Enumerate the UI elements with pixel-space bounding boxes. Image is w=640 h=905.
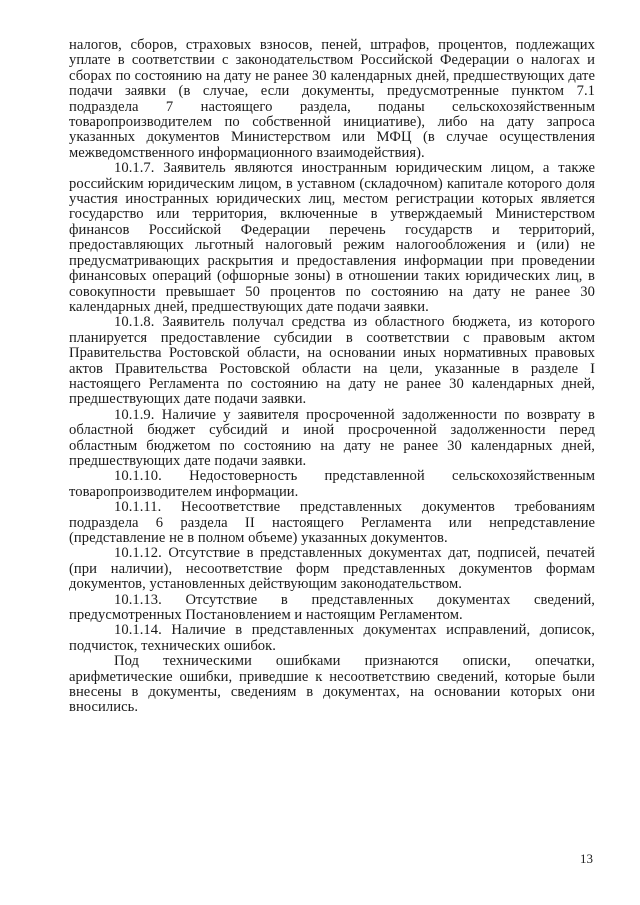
paragraph-continuation: налогов, сборов, страховых взносов, пеней, штрафов, процентов, подлежащих уплате в соответствии с законодательством Российской Федерации о налогах и сборах по состоянию на дату не ранее 30 календарных дней, предшествующих дате подачи заявки (в случае, если документы, предусмотренные пунктом 7.1 подраздела 7 настоящего раздела, поданы сельскохозяйственным товаропроизводителем по собственной инициативе), либо на дату запроса указанных документов Министерством или МФЦ (в случае осуществления межведомственного информационного взаимодействия).: [69, 37, 595, 161]
paragraph-10-1-8: 10.1.8. Заявитель получал средства из областного бюджета, из которого планируется предоставление субсидии в соответствии с правовым актом Правительства Ростовской области, на основании иных нормативных правовых актов Правительства Ростовской области на цели, указанные в разделе I настоящего Регламента по состоянию на дату не ранее 30 календарных дней, предшествующих дате подачи заявки.: [69, 314, 595, 408]
paragraph-10-1-11: 10.1.11. Несоответствие представленных документов требованиям подраздела 6 раздела II настоящего Регламента или непредставление (представление не в полном объеме) указанных документов.: [69, 499, 595, 546]
paragraph-10-1-13: 10.1.13. Отсутствие в представленных документах сведений, предусмотренных Постановлением и настоящим Регламентом.: [69, 591, 595, 624]
paragraph-10-1-10: 10.1.10. Недостоверность представленной сельскохозяйственным товаропроизводителем информации.: [69, 468, 595, 500]
paragraph-10-1-12: 10.1.12. Отсутствие в представленных документах дат, подписей, печатей (при наличии), несоответствие форм представленных документов формам документов, установленных действующим законодательством.: [69, 545, 595, 593]
paragraph-10-1-9: 10.1.9. Наличие у заявителя просроченной задолженности по возврату в областной бюджет субсидий и иной просроченной задолженности перед областным бюджетом по состоянию на дату не ранее 30 календарных дней, предшествующих дате подачи заявки.: [69, 406, 595, 469]
page-number: 13: [580, 851, 593, 866]
paragraph-10-1-7: 10.1.7. Заявитель являются иностранным юридическим лицом, а также российским юридическим лицом, в уставном (складочном) капитале которого доля участия иностранных юридических лиц, местом регистрации которых является государство или территория, включенные в утверждаемый Министерством финансов Российской Федерации перечень государств и территорий, предоставляющих льготный налоговый режим налогообложения и (или) не предусматривающих раскрытия и предоставления информации при проведении финансовых операций (офшорные зоны) в отношении таких юридических лиц, в совокупности превышает 50 процентов по состоянию на дату не ранее 30 календарных дней, предшествующих дате подачи заявки.: [69, 160, 595, 315]
paragraph-10-1-14: 10.1.14. Наличие в представленных документах исправлений, дописок, подчисток, технических ошибок.: [69, 622, 595, 654]
document-body: [69, 38, 595, 716]
paragraph-technical-errors: Под техническими ошибками признаются описки, опечатки, арифметические ошибки, приведшие к несоответствию сведений, которые были внесены в документы, сведениям в документах, на основании которых они вносились.: [69, 653, 595, 716]
